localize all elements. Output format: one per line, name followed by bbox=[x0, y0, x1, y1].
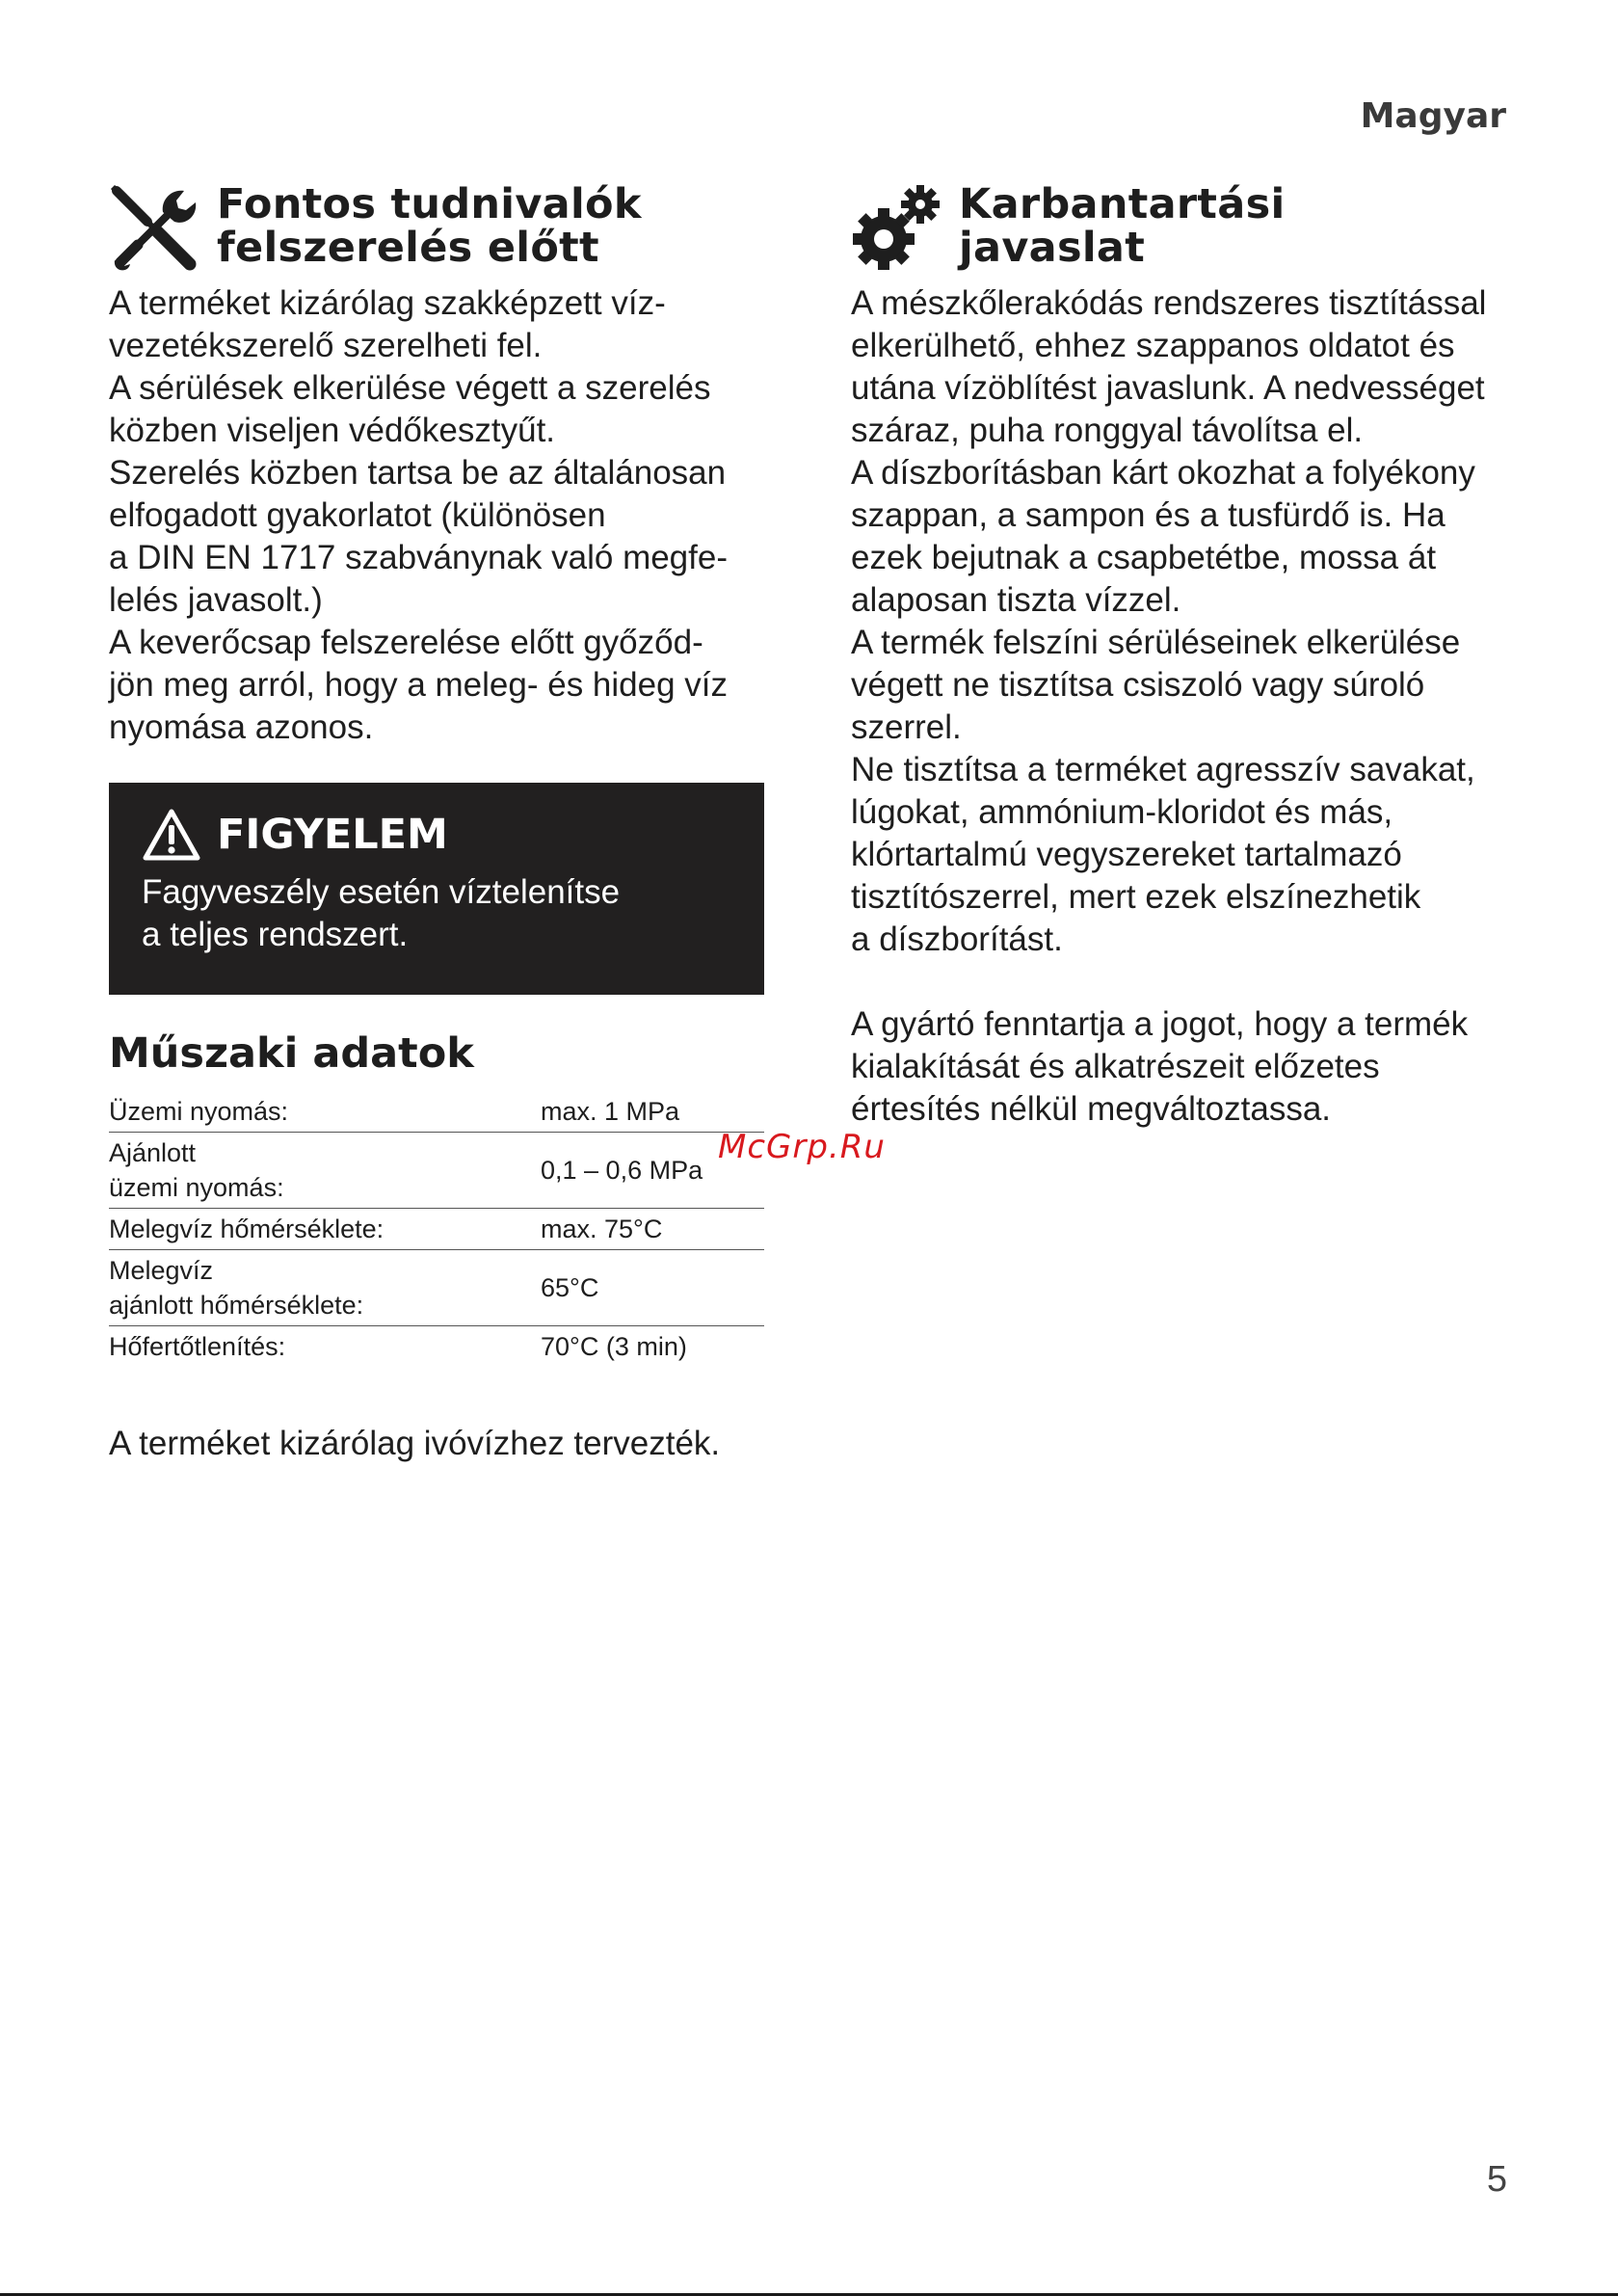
text-line: végett ne tisztítsa csiszoló vagy súroló bbox=[851, 666, 1425, 704]
text-line: klórtartalmú vegyszereket tartalmazó bbox=[851, 836, 1402, 873]
tools-icon bbox=[109, 183, 199, 279]
technical-data-section bbox=[109, 1029, 764, 1367]
installation-notes-section bbox=[109, 180, 764, 749]
text-line: elfogadott gyakorlatot (különösen bbox=[109, 496, 606, 534]
spec-value: 70°C (3 min) bbox=[541, 1326, 764, 1368]
installation-heading bbox=[109, 180, 764, 279]
spec-label: Ajánlott bbox=[109, 1138, 197, 1167]
text-line: vezetékszerelő szerelheti fel. bbox=[109, 327, 543, 364]
table-row bbox=[109, 1133, 764, 1209]
spec-label: Melegvíz bbox=[109, 1256, 214, 1285]
technical-data-title: Műszaki adatok bbox=[109, 1029, 474, 1078]
text-line: A mészkőlerakódás rendszeres tisztítással bbox=[851, 284, 1487, 322]
spec-value: 0,1 – 0,6 MPa bbox=[541, 1133, 764, 1209]
text-line: lúgokat, ammónium-kloridot és más, bbox=[851, 793, 1393, 831]
installation-text bbox=[109, 282, 764, 749]
text-line: A díszborításban kárt okozhat a folyékony bbox=[851, 454, 1475, 492]
gears-icon bbox=[851, 183, 942, 279]
warning-title: FIGYELEM bbox=[217, 811, 448, 859]
text-line: nyomása azonos. bbox=[109, 708, 374, 746]
maintenance-text bbox=[851, 282, 1516, 1131]
paragraph-gap bbox=[851, 961, 1516, 1003]
maintenance-heading bbox=[851, 180, 1516, 279]
text-line: szappan, a sampon és a tusfürdő is. Ha bbox=[851, 496, 1446, 534]
text-line: A termék felszíni sérüléseinek elkerülése bbox=[851, 624, 1461, 661]
spec-value: 65°C bbox=[541, 1250, 764, 1326]
text-line: elkerülhető, ehhez szappanos oldatot és bbox=[851, 327, 1455, 364]
technical-data-table bbox=[109, 1091, 764, 1367]
maintenance-heading-line-2: javaslat bbox=[959, 224, 1146, 272]
text-line: ezek bejutnak a csapbetétbe, mossa át bbox=[851, 539, 1437, 576]
text-line: száraz, puha ronggyal távolítsa el. bbox=[851, 412, 1364, 449]
spec-label: Melegvíz hőmérséklete: bbox=[109, 1215, 385, 1243]
spec-value: max. 75°C bbox=[541, 1209, 764, 1250]
table-row bbox=[109, 1091, 764, 1133]
text-line: utána vízöblítést javaslunk. A nedvességet bbox=[851, 369, 1485, 407]
warning-line-1: Fagyveszély esetén víztelenítse bbox=[142, 873, 621, 911]
drinking-water-note: A terméket kizárólag ivóvízhez tervezték. bbox=[109, 1425, 721, 1462]
maintenance-heading-line-1: Karbantartási bbox=[959, 180, 1286, 228]
text-line: A sérülések elkerülése végett a szerelés bbox=[109, 369, 711, 407]
text-line: jön meg arról, hogy a meleg- és hideg víz bbox=[109, 666, 728, 704]
maintenance-section bbox=[851, 180, 1516, 1131]
language-label: Magyar bbox=[1360, 96, 1506, 136]
watermark-text: McGrp.Ru bbox=[718, 1128, 886, 1166]
page-number: 5 bbox=[1486, 2159, 1507, 2200]
text-line: közben viseljen védőkesztyűt. bbox=[109, 412, 556, 449]
warning-line-2: a teljes rendszert. bbox=[142, 916, 409, 953]
text-line: A terméket kizárólag szakképzett víz- bbox=[109, 284, 666, 322]
installation-heading-line-2: felszerelés előtt bbox=[217, 224, 599, 272]
text-line: lelés javasolt.) bbox=[109, 581, 323, 619]
spec-label: ajánlott hőmérséklete: bbox=[109, 1291, 364, 1320]
warning-triangle-icon bbox=[142, 808, 201, 862]
spec-label: üzemi nyomás: bbox=[109, 1173, 284, 1202]
text-line: A keverőcsap felszerelése előtt győződ- bbox=[109, 624, 703, 661]
table-row bbox=[109, 1209, 764, 1250]
text-line: a DIN EN 1717 szabványnak való megfe- bbox=[109, 539, 728, 576]
text-line: kialakítását és alkatrészeit előzetes bbox=[851, 1048, 1380, 1085]
warning-box bbox=[109, 783, 764, 995]
spec-label: Üzemi nyomás: bbox=[109, 1097, 289, 1126]
table-row bbox=[109, 1326, 764, 1368]
text-line: A gyártó fenntartja a jogot, hogy a termék bbox=[851, 1005, 1469, 1043]
text-line: Szerelés közben tartsa be az általánosan bbox=[109, 454, 727, 492]
text-line: értesítés nélkül megváltoztassa. bbox=[851, 1090, 1332, 1128]
text-line: szerrel. bbox=[851, 708, 962, 746]
installation-heading-line-1: Fontos tudnivalók bbox=[217, 180, 642, 228]
text-line: tisztítószerrel, mert ezek elszínezhetik bbox=[851, 878, 1421, 916]
text-line: Ne tisztítsa a terméket agresszív savakat, bbox=[851, 751, 1475, 788]
text-line: alaposan tiszta vízzel. bbox=[851, 581, 1181, 619]
table-row bbox=[109, 1250, 764, 1326]
spec-label: Hőfertőtlenítés: bbox=[109, 1332, 286, 1361]
spec-value: max. 1 MPa bbox=[541, 1097, 680, 1126]
text-line: a díszborítást. bbox=[851, 921, 1063, 958]
